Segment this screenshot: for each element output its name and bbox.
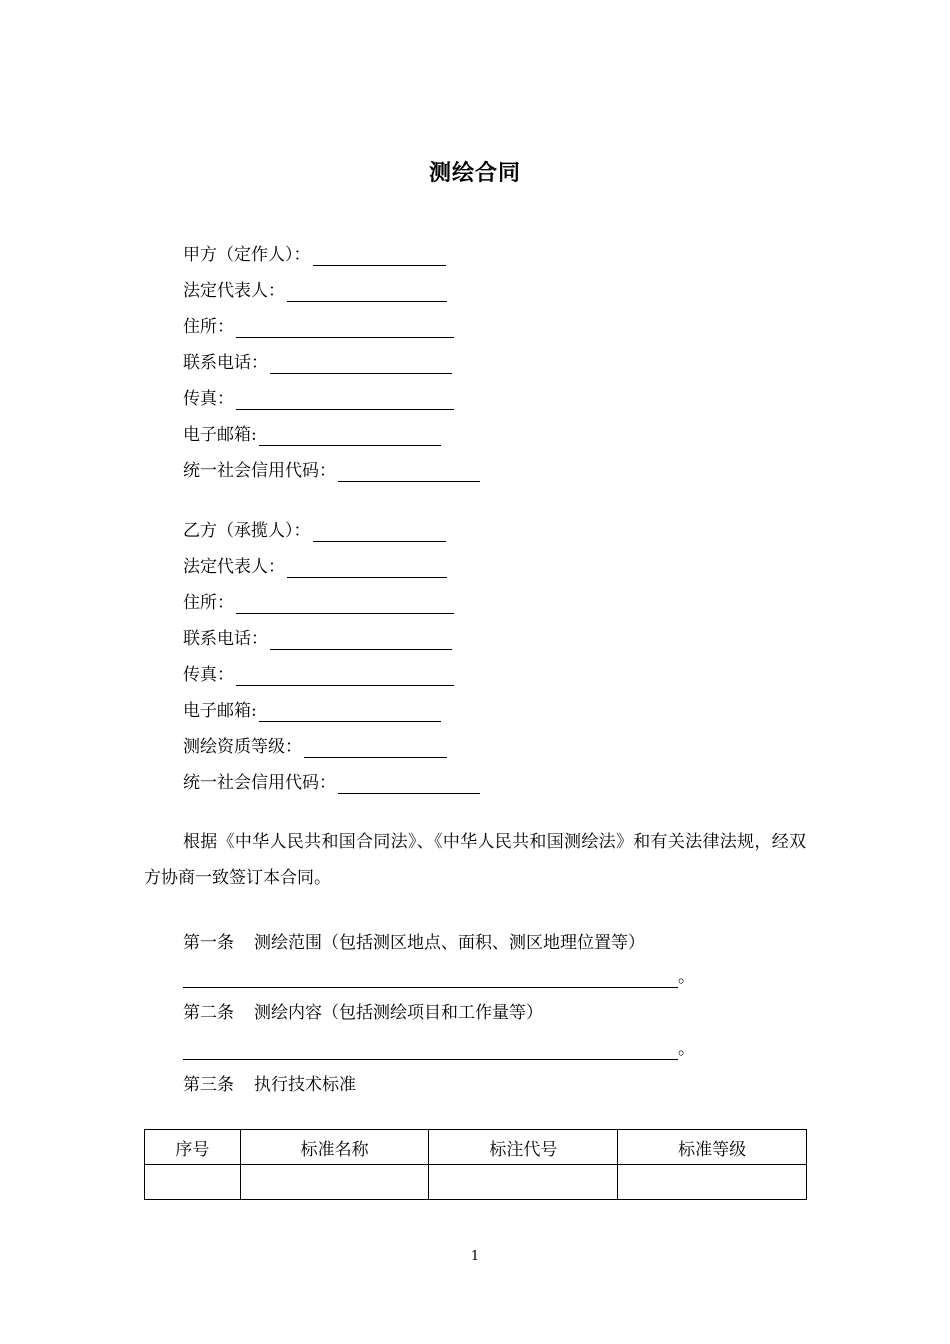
party-b-address-field [183,592,454,614]
fill-in-blank[interactable] [313,523,446,542]
field-label: 电子邮箱: [183,425,257,445]
table-cell[interactable] [429,1165,618,1200]
party-a-phone-field [183,352,452,374]
document-title: 测绘合同 [428,160,521,186]
table-row [145,1165,807,1200]
party-a-address-field [183,316,454,338]
party-b-fax-field [183,664,454,686]
party-b-credit-code-field [183,772,480,794]
line-end-mark: 。 [678,967,695,987]
field-label: 统一社会信用代码： [183,773,336,793]
fill-in-blank[interactable] [338,775,480,794]
header-cell-code: 标注代号 [429,1130,618,1165]
header-cell-standard-name: 标准名称 [240,1130,429,1165]
party-b-name-field [183,520,446,542]
party-a-fax-field [183,388,454,410]
fill-in-blank[interactable] [287,559,447,578]
article-text: 测绘范围（包括测区地点、面积、测区地理位置等） [254,933,645,953]
fill-in-blank[interactable] [270,631,452,650]
field-label: 统一社会信用代码： [183,461,336,481]
page-number: 1 [470,1249,480,1264]
field-label: 法定代表人： [183,281,285,301]
field-label: 住所： [183,593,234,613]
article-2-heading [183,1002,543,1024]
fill-in-blank[interactable] [183,1041,678,1060]
fill-in-blank[interactable] [183,969,678,988]
party-a-email-field [183,424,441,446]
party-b-email-field [183,700,441,722]
party-b-legal-rep-field [183,556,447,578]
field-label: 联系电话： [183,353,268,373]
fill-in-blank[interactable] [313,247,446,266]
article-1-heading [183,932,645,954]
field-label: 传真： [183,665,234,685]
fill-in-blank[interactable] [287,283,447,302]
fill-in-blank[interactable] [236,667,454,686]
field-label: 乙方（承揽人）： [183,521,311,541]
header-cell-level: 标准等级 [618,1130,807,1165]
article-1-blank-line [183,966,695,988]
field-label: 法定代表人： [183,557,285,577]
party-a-credit-code-field [183,460,480,482]
header-cell-index: 序号 [145,1130,241,1165]
fill-in-blank[interactable] [259,703,441,722]
fill-in-blank[interactable] [270,355,452,374]
fill-in-blank[interactable] [236,595,454,614]
article-number: 第一条 [183,933,234,953]
party-b-phone-field [183,628,452,650]
field-label: 住所： [183,317,234,337]
table-cell[interactable] [145,1165,241,1200]
article-number: 第二条 [183,1003,234,1023]
standards-table [144,1129,807,1200]
party-a-name-field [183,244,446,266]
table-cell[interactable] [618,1165,807,1200]
article-text: 测绘内容（包括测绘项目和工作量等） [254,1003,543,1023]
article-number: 第三条 [183,1075,234,1095]
field-label: 测绘资质等级： [183,737,302,757]
table-cell[interactable] [240,1165,429,1200]
article-text: 执行技术标准 [254,1075,356,1095]
field-label: 电子邮箱: [183,701,257,721]
article-2-blank-line [183,1038,695,1060]
party-b-qualification-field [183,736,447,758]
line-end-mark: 。 [678,1039,695,1059]
article-3-heading [183,1074,356,1096]
fill-in-blank[interactable] [259,427,441,446]
fill-in-blank[interactable] [304,739,447,758]
field-label: 甲方（定作人）： [183,245,311,265]
preamble-paragraph: 根据《中华人民共和国合同法》、《中华人民共和国测绘法》和有关法律法规，经双方协商一致签订本合同。 [144,832,806,888]
party-a-legal-rep-field [183,280,447,302]
table-header-row [145,1130,807,1165]
field-label: 联系电话： [183,629,268,649]
fill-in-blank[interactable] [236,319,454,338]
field-label: 传真： [183,389,234,409]
fill-in-blank[interactable] [338,463,480,482]
fill-in-blank[interactable] [236,391,454,410]
